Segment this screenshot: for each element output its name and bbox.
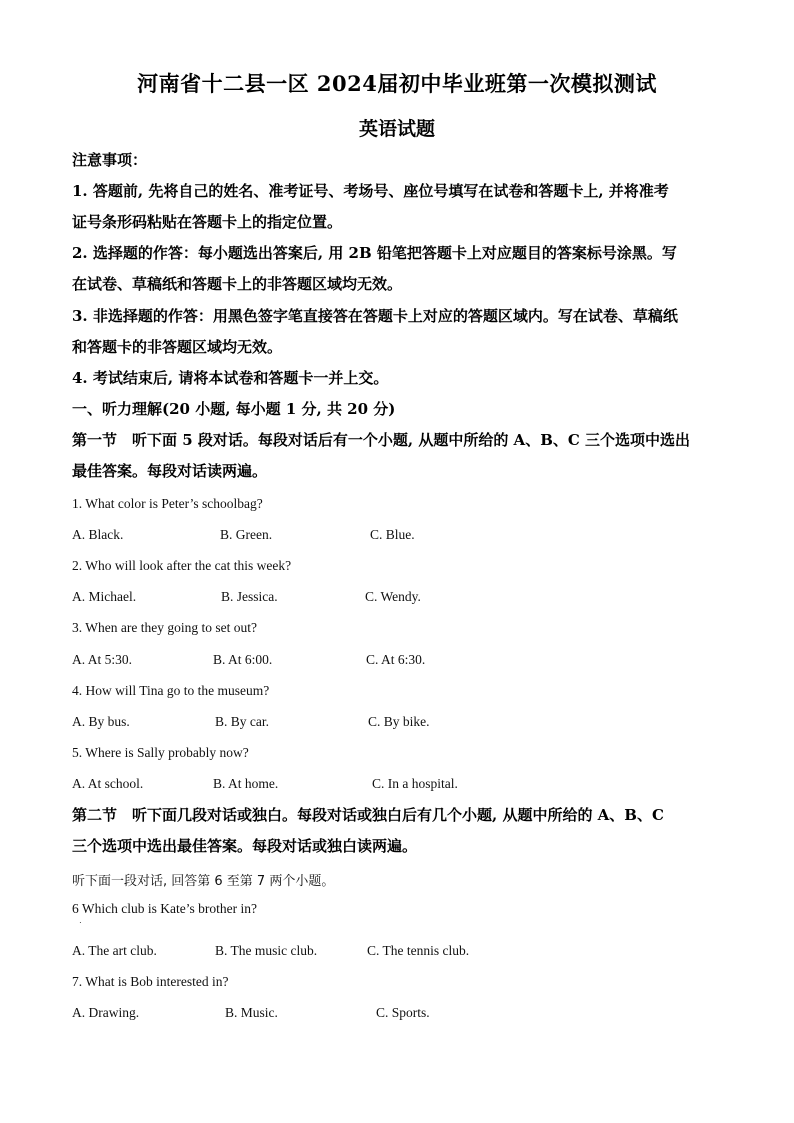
question-5: 5. Where is Sally probably now? — [72, 745, 249, 760]
dialogue-instruction: 听下面一段对话, 回答第 6 至第 7 两个小题。 — [72, 874, 335, 889]
note-2-line-1: 2. 选择题的作答：每小题选出答案后, 用 2B 铅笔把答题卡上对应题目的答案标号涂黑。写 — [72, 244, 677, 262]
q5-option-b: B. At home. — [213, 776, 279, 791]
q6-option-a: A. The art club. — [72, 943, 157, 958]
q4-option-a: A. By bus. — [72, 714, 130, 729]
note-3-line-1: 3. 非选择题的作答：用黑色签字笔直接答在答题卡上对应的答题区域内。写在试卷、草稿纸 — [72, 307, 678, 325]
question-3: 3. When are they going to set out? — [72, 620, 257, 635]
subject-title: 英语试题 — [358, 118, 435, 140]
note-2-line-2: 在试卷、草稿纸和答题卡上的非答题区域均无效。 — [72, 275, 403, 293]
q6-option-c: C. The tennis club. — [367, 943, 470, 958]
section1-line-2: 最佳答案。每段对话读两遍。 — [72, 462, 268, 480]
q1-option-a: A. Black. — [72, 527, 124, 542]
q2-option-c: C. Wendy. — [365, 589, 421, 604]
question-7: 7. What is Bob interested in? — [72, 974, 229, 989]
q7-option-a: A. Drawing. — [72, 1005, 140, 1020]
q3-option-a: A. At 5:30. — [72, 652, 133, 667]
note-3-line-2: 和答题卡的非答题区域均无效。 — [72, 338, 283, 356]
note-4-line-1: 4. 考试结束后, 请将本试卷和答题卡一并上交。 — [72, 369, 389, 387]
question-1: 1. What color is Peter’s schoolbag? — [72, 496, 263, 511]
q5-option-a: A. At school. — [72, 776, 144, 791]
q6-option-b: B. The music club. — [215, 943, 318, 958]
q1-option-b: B. Green. — [220, 527, 273, 542]
exam-title: 河南省十二县一区 2024届初中毕业班第一次模拟测试 — [137, 71, 657, 96]
note-1-line-1: 1. 答题前, 先将自己的姓名、准考证号、考场号、座位号填写在试卷和答题卡上, 并将准考 — [72, 182, 669, 200]
question-4: 4. How will Tina go to the museum? — [72, 683, 270, 698]
question-6: 6 Which club is Kate’s brother in? — [72, 901, 257, 916]
notes-heading: 注意事项： — [72, 151, 148, 169]
section1-line-1: 第一节 听下面 5 段对话。每段对话后有一个小题, 从题中所给的 A、B、C 三个选项中选出 — [72, 431, 691, 449]
q2-option-b: B. Jessica. — [221, 589, 278, 604]
section2-line-1: 第二节 听下面几段对话或独白。每段对话或独白后有几个小题, 从题中所给的 A、B、C — [72, 806, 664, 824]
q5-option-c: C. In a hospital. — [372, 776, 458, 791]
q4-option-c: C. By bike. — [368, 714, 430, 729]
q7-option-c: C. Sports. — [376, 1005, 430, 1020]
part1-heading: 一、听力理解(20 小题, 每小题 1 分, 共 20 分) — [72, 400, 396, 418]
q4-option-b: B. By car. — [215, 714, 269, 729]
stray-mark: · — [79, 918, 82, 927]
q3-option-c: C. At 6:30. — [366, 652, 426, 667]
section2-line-2: 三个选项中选出最佳答案。每段对话或独白读两遍。 — [72, 837, 418, 855]
q7-option-b: B. Music. — [225, 1005, 278, 1020]
q1-option-c: C. Blue. — [370, 527, 415, 542]
q2-option-a: A. Michael. — [72, 589, 137, 604]
q3-option-b: B. At 6:00. — [213, 652, 273, 667]
question-2: 2. Who will look after the cat this week? — [72, 558, 292, 573]
note-1-line-2: 证号条形码粘贴在答题卡上的指定位置。 — [72, 213, 343, 231]
